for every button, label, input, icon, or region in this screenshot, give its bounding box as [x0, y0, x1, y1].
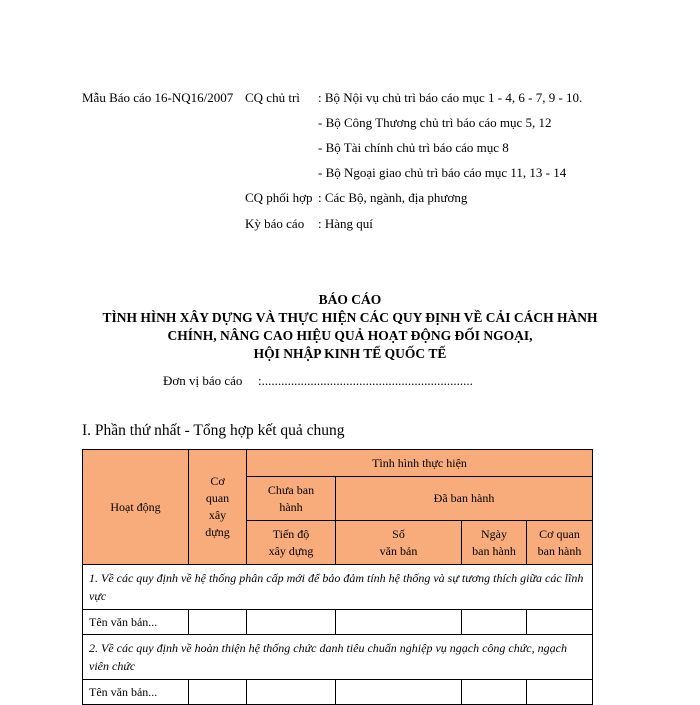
lead-agency-line-3: - Bộ Tài chính chủ trì báo cáo mục 8: [318, 140, 509, 155]
col-header-issue-date-line: Ngày: [481, 526, 507, 541]
col-header-activity: Hoạt động: [83, 450, 189, 565]
table-cell[interactable]: [247, 680, 336, 705]
table-row: [83, 680, 593, 705]
col-header-not-issued-line: hành: [279, 499, 303, 514]
col-header-progress: [247, 521, 336, 565]
col-header-not-issued-line: Chưa ban: [267, 482, 315, 497]
col-header-agency: [189, 450, 247, 565]
group-row-1: 1. Về các quy định về hệ thống phân cấp mới để bảo đảm tính hệ thống và sự tương thích giữa các lĩnh vực: [83, 565, 593, 610]
col-header-not-issued: [247, 477, 336, 521]
table-cell[interactable]: [336, 680, 462, 705]
col-header-issuer: [527, 521, 593, 565]
report-subtitle-line-1: TÌNH HÌNH XÂY DỰNG VÀ THỰC HIỆN CÁC QUY ĐỊNH VỀ CẢI CÁCH HÀNH: [102, 310, 598, 325]
coordinating-agency-value: : Các Bộ, ngành, địa phương: [318, 190, 468, 205]
col-header-issuer-line: ban hành: [537, 543, 582, 558]
table-cell[interactable]: [462, 680, 527, 705]
col-header-doc-number: [336, 521, 462, 565]
report-period-value: : Hàng quí: [318, 216, 373, 231]
col-header-agency-line: xây: [208, 508, 227, 522]
lead-agency-line-4: - Bộ Ngoại giao chủ trì báo cáo mục 11, 13 - 14: [318, 165, 567, 180]
table-cell[interactable]: [462, 610, 527, 635]
results-table: [82, 449, 593, 705]
reporting-unit-label: Đơn vị báo cáo: [163, 373, 243, 388]
col-header-progress-line: xây dựng: [268, 543, 314, 558]
report-subtitle-line-3: HỘI NHẬP KINH TẾ QUỐC TẾ: [253, 346, 447, 361]
col-header-agency-line: Cơ: [210, 474, 225, 488]
section-title: I. Phần thứ nhất - Tổng hợp kết quả chung: [82, 422, 345, 439]
report-title: BÁO CÁO: [318, 292, 382, 307]
lead-agency-line-2: - Bộ Công Thương chủ trì báo cáo mục 5, 12: [318, 115, 552, 130]
report-subtitle-line-2: CHÍNH, NÂNG CAO HIỆU QUẢ HOẠT ĐỘNG ĐỐI NGOẠI,: [167, 328, 533, 343]
col-header-status: Tình hình thực hiện: [247, 450, 593, 477]
table-cell[interactable]: [189, 680, 247, 705]
col-header-progress-line: Tiến độ: [272, 526, 310, 541]
table-cell[interactable]: [527, 680, 593, 705]
coordinating-agency-label: CQ phối hợp: [245, 190, 313, 205]
lead-agency-label: CQ chủ trì: [245, 90, 300, 105]
form-code: Mẫu Báo cáo 16-NQ16/2007: [82, 90, 234, 105]
col-header-issue-date-line: ban hành: [472, 543, 516, 558]
col-header-agency-line: dựng: [205, 525, 230, 539]
col-header-issue-date: [462, 521, 527, 565]
reporting-unit-field: :.................................................................: [258, 373, 473, 388]
table-row: [83, 610, 593, 635]
col-header-doc-number-line: Số: [392, 526, 405, 541]
group-row-2: 2. Về các quy định về hoàn thiện hệ thống chức danh tiêu chuẩn nghiệp vụ ngạch công chức, ngạch viên chức: [83, 635, 593, 680]
col-header-doc-number-line: văn bản: [379, 543, 418, 558]
col-header-agency-line: quan: [205, 491, 230, 505]
table-cell[interactable]: [336, 610, 462, 635]
col-header-issued: Đã ban hành: [336, 477, 593, 521]
table-cell[interactable]: [247, 610, 336, 635]
table-cell[interactable]: [527, 610, 593, 635]
table-cell[interactable]: [189, 610, 247, 635]
report-period-label: Kỳ báo cáo: [245, 216, 305, 231]
row-label-document-name: Tên văn bản...: [83, 610, 189, 635]
col-header-issuer-line: Cơ quan: [539, 526, 580, 541]
lead-agency-line-1: : Bộ Nội vụ chủ trì báo cáo mục 1 - 4, 6 - 7, 9 - 10.: [318, 90, 583, 105]
row-label-document-name: Tên văn bản...: [83, 680, 189, 705]
